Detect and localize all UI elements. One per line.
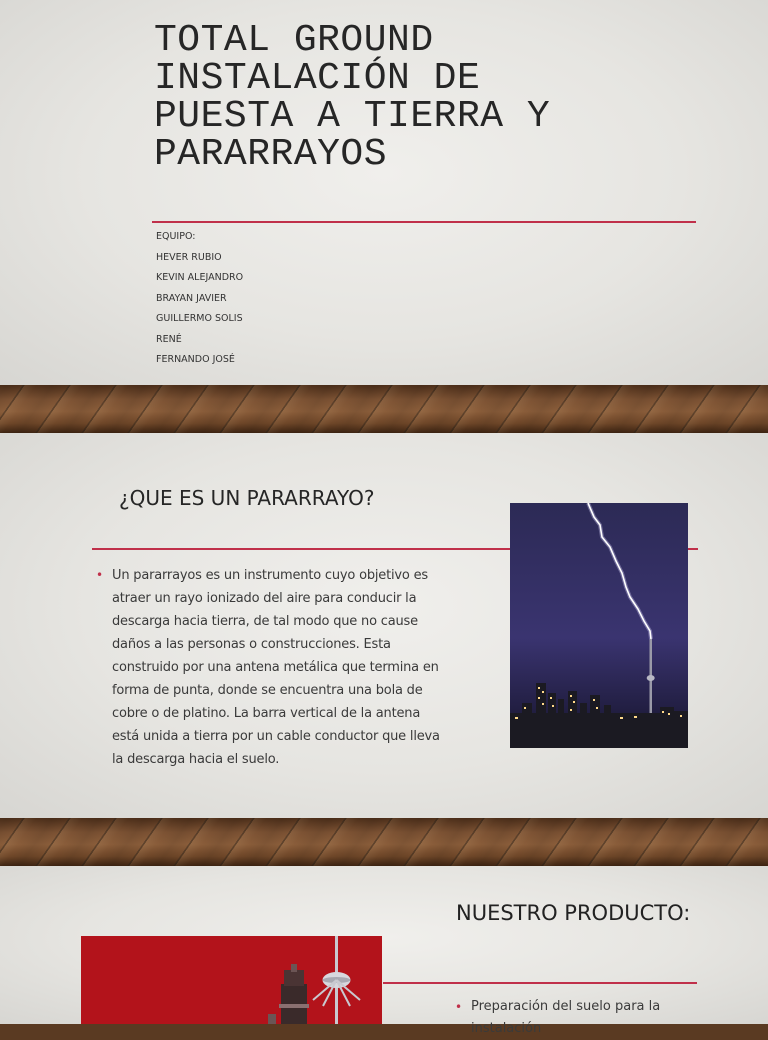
bullet-item: • Un pararrayos es un instrumento cuyo objetivo es atraer un rayo ionizado del aire para conducir la descarga hacia tierra, de tal modo que no cause daños a las personas o construcciones. Esta construido por una antena metálica que termina en forma de punta, donde se encuentra una bola de cobre o de platino. La barra vertical de la antena está unida a tierra por un cable conductor que lleva la descarga hacia el suelo. [96,564,441,771]
section-heading: NUESTRO PRODUCTO: [456,901,691,925]
slide-title [0,0,768,385]
title-line: INSTALACIÓN DE [154,57,481,100]
team-member: FERNANDO JOSÉ [156,354,235,365]
section-heading: ¿QUE ES UN PARARRAYO? [119,486,375,510]
team-label: EQUIPO: [156,231,196,242]
product-photo [81,936,382,1024]
lightning-photo [510,503,688,748]
team-list [156,230,243,374]
wood-floor-divider [0,385,768,433]
team-member: KEVIN ALEJANDRO [156,272,244,283]
title-divider [152,221,696,223]
title-line: PARARRAYOS [154,133,388,176]
team-member: HEVER RUBIO [156,251,222,263]
team-member: BRAYAN JAVIER [156,292,227,304]
product-bullets [455,996,695,1040]
title-line: PUESTA A TIERRA Y [154,95,551,138]
wood-floor-divider [0,818,768,866]
presentation-title [154,19,714,176]
bullet-item: • Preparación del suelo para la instalación [455,996,695,1040]
team-member: RENÉ [156,333,182,345]
title-line: TOTAL GROUND [154,19,434,62]
definition-bullets [96,564,441,771]
team-member: GUILLERMO SOLIS [156,313,243,324]
heading-divider [383,982,697,984]
